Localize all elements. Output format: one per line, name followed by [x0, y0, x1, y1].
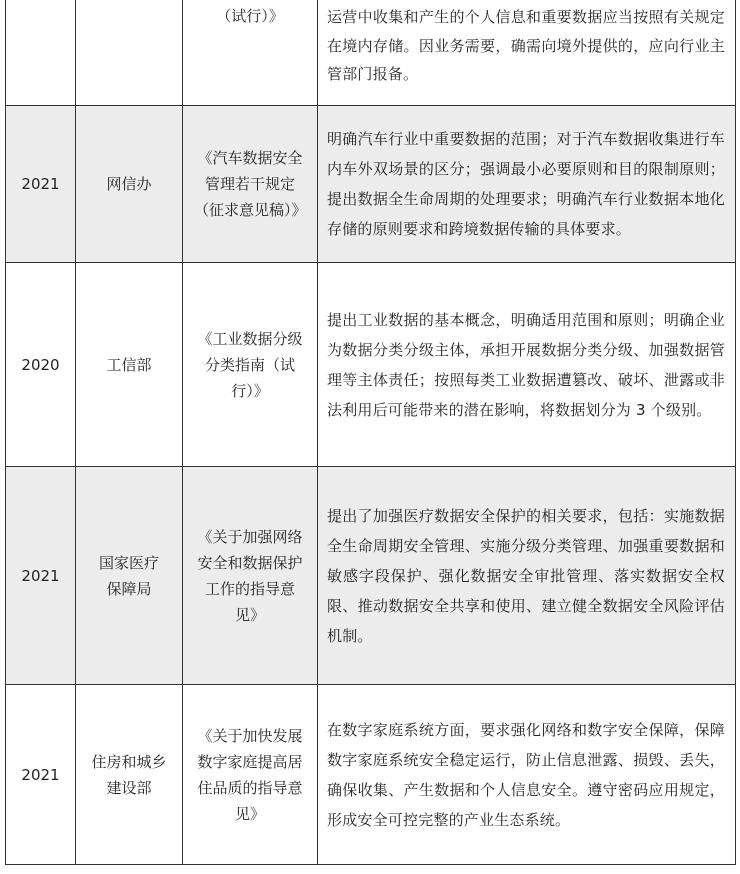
- document-title: 《关于加快发展数字家庭提高居住品质的指导意见》: [197, 726, 303, 823]
- document-cell: [183, 106, 318, 263]
- description-cell: 在数字家庭系统方面，要求强化网络和数字安全保障，保障数字家庭系统安全稳定运行，防止信息泄露、损毁、丢失，确保收集、产生数据和个人信息安全。遵守密码应用规定，形成安全可控完整的产业生态系统。: [318, 685, 736, 865]
- agency-cell: 网信办: [76, 106, 183, 263]
- agency-name: 国家医疗保障局: [98, 553, 159, 598]
- document-cell: [183, 685, 318, 865]
- table-row: [6, 106, 736, 263]
- table-row: [6, 685, 736, 865]
- year-cell: [6, 0, 76, 106]
- document-title: 《汽车数据安全管理若干规定（征求意见稿）》: [194, 149, 307, 219]
- agency-cell: [76, 0, 183, 106]
- document-cell: [183, 263, 318, 467]
- agency-cell: 工信部: [76, 263, 183, 467]
- agency-cell: [76, 467, 183, 685]
- agency-cell: [76, 685, 183, 865]
- year-cell: 2020: [6, 263, 76, 467]
- table-row: [6, 263, 736, 467]
- regulation-table: [5, 0, 736, 865]
- table-row: [6, 0, 736, 106]
- description-cell: 提出工业数据的基本概念，明确适用范围和原则；明确企业为数据分类分级主体，承担开展数据分类分级、加强数据管理等主体责任；按照每类工业数据遭篡改、破坏、泄露或非法利用后可能带来的潜在影响，将数据划分为 3 个级别。: [318, 263, 736, 467]
- document-title: 《关于加强网络安全和数据保护工作的指导意见》: [197, 527, 303, 624]
- description-cell: 提出了加强医疗数据安全保护的相关要求，包括：实施数据全生命周期安全管理、实施分级分类管理、加强重要数据和敏感字段保护、强化数据安全审批管理、落实数据安全权限、推动数据安全共享和使用、建立健全数据安全风险评估机制。: [318, 467, 736, 685]
- document-cell: [183, 467, 318, 685]
- description-cell: 运营中收集和产生的个人信息和重要数据应当按照有关规定在境内存储。因业务需要，确需向境外提供的，应向行业主管部门报备。: [318, 0, 736, 106]
- year-cell: 2021: [6, 685, 76, 865]
- agency-name: 住房和城乡建设部: [91, 752, 167, 797]
- year-cell: 2021: [6, 467, 76, 685]
- document-cell: （试行）》: [183, 0, 318, 106]
- description-cell: 明确汽车行业中重要数据的范围；对于汽车数据收集进行车内车外双场景的区分；强调最小必要原则和目的限制原则；提出数据全生命周期的处理要求；明确汽车行业数据本地化存储的原则要求和跨境数据传输的具体要求。: [318, 106, 736, 263]
- year-cell: 2021: [6, 106, 76, 263]
- table-row: [6, 467, 736, 685]
- document-title: 《工业数据分级分类指南（试行）》: [197, 329, 303, 400]
